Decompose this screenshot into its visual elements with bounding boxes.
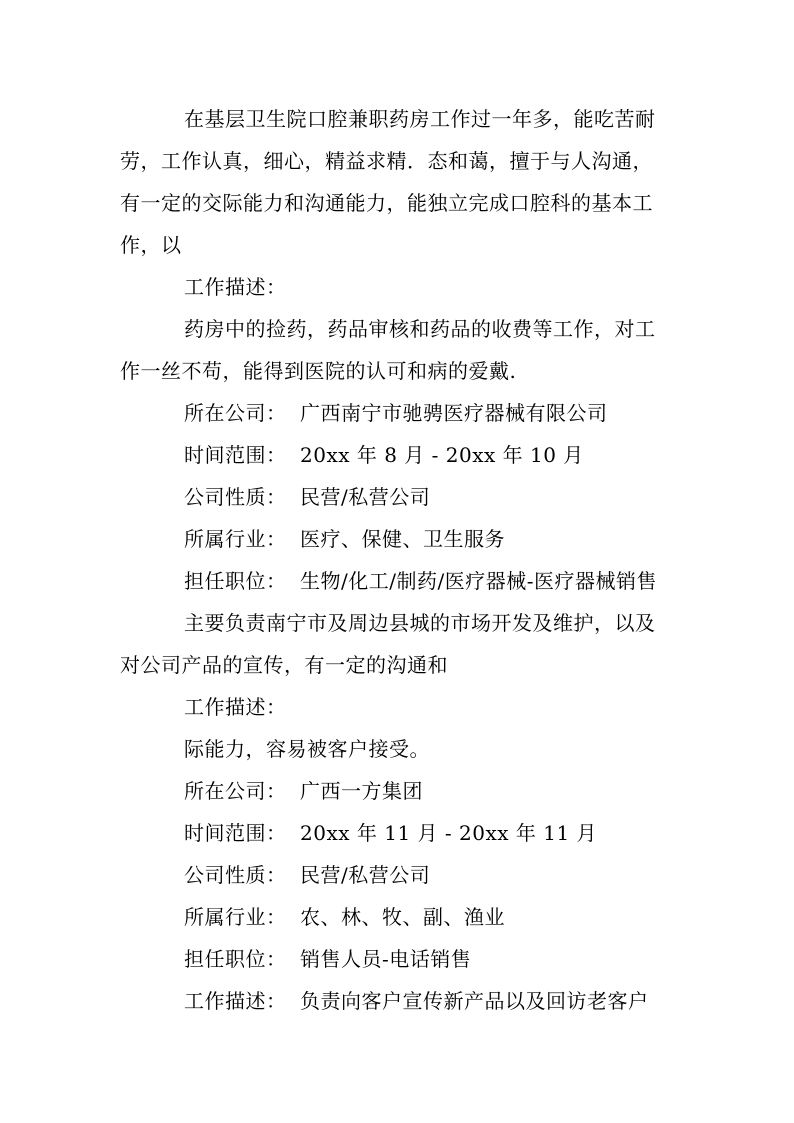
job3-desc-row bbox=[184, 987, 649, 1015]
intro-line-2: 劳，工作认真，细心，精益求精．态和蔼，擅于与人沟通， bbox=[120, 149, 653, 173]
job3-nature-row bbox=[184, 861, 430, 889]
job3-period-row bbox=[184, 819, 597, 847]
job3-position-value: 销售人员-电话销售 bbox=[300, 947, 472, 971]
job2-period-row bbox=[184, 441, 584, 469]
job1-desc-line-2: 作一丝不苟，能得到医院的认可和病的爱戴. bbox=[120, 359, 517, 383]
job3-company-row bbox=[184, 777, 423, 805]
job2-period-label: 时间范围： bbox=[184, 443, 287, 467]
job2-nature-row bbox=[184, 483, 430, 511]
job1-desc-line-1: 药房中的捡药，药品审核和药品的收费等工作，对工 bbox=[184, 317, 656, 341]
job2-summary-line-2: 对公司产品的宣传，有一定的沟通和 bbox=[120, 653, 448, 677]
job2-desc-line: 际能力，容易被客户接受。 bbox=[184, 737, 430, 761]
job2-company-value: 广西南宁市驰骋医疗器械有限公司 bbox=[300, 401, 608, 425]
intro-line-4: 作，以 bbox=[120, 233, 182, 257]
job2-industry-label: 所属行业： bbox=[184, 527, 287, 551]
job3-company-label: 所在公司： bbox=[184, 779, 287, 803]
intro-line-1: 在基层卫生院口腔兼职药房工作过一年多，能吃苦耐 bbox=[184, 107, 656, 131]
job3-position-label: 担任职位： bbox=[184, 947, 287, 971]
job3-desc-label: 工作描述： bbox=[184, 989, 287, 1013]
job3-period-value: 20xx 年 11 月 - 20xx 年 11 月 bbox=[300, 821, 598, 845]
job3-period-label: 时间范围： bbox=[184, 821, 287, 845]
job2-position-value: 生物/化工/制药/医疗器械-医疗器械销售 bbox=[300, 569, 657, 593]
job3-industry-row bbox=[184, 903, 505, 931]
job2-period-value: 20xx 年 8 月 - 20xx 年 10 月 bbox=[300, 443, 584, 467]
job2-industry-value: 医疗、保健、卫生服务 bbox=[300, 527, 505, 551]
job1-desc-label: 工作描述： bbox=[184, 275, 287, 299]
job2-position-row bbox=[184, 567, 657, 595]
job2-nature-label: 公司性质： bbox=[184, 485, 287, 509]
job2-summary-line-1: 主要负责南宁市及周边县城的市场开发及维护，以及 bbox=[184, 611, 656, 635]
job2-desc-label: 工作描述： bbox=[184, 695, 287, 719]
job2-company-row bbox=[184, 399, 608, 427]
job3-nature-label: 公司性质： bbox=[184, 863, 287, 887]
job3-position-row bbox=[184, 945, 471, 973]
job3-industry-label: 所属行业： bbox=[184, 905, 287, 929]
intro-line-3: 有一定的交际能力和沟通能力，能独立完成口腔科的基本工 bbox=[120, 191, 653, 215]
job3-desc-value: 负责向客户宣传新产品以及回访老客户 bbox=[300, 989, 649, 1013]
job2-company-label: 所在公司： bbox=[184, 401, 287, 425]
job2-industry-row bbox=[184, 525, 505, 553]
job2-nature-value: 民营/私营公司 bbox=[300, 485, 431, 509]
job3-nature-value: 民营/私营公司 bbox=[300, 863, 431, 887]
job2-position-label: 担任职位： bbox=[184, 569, 287, 593]
job3-industry-value: 农、林、牧、副、渔业 bbox=[300, 905, 505, 929]
job3-company-value: 广西一方集团 bbox=[300, 779, 423, 803]
